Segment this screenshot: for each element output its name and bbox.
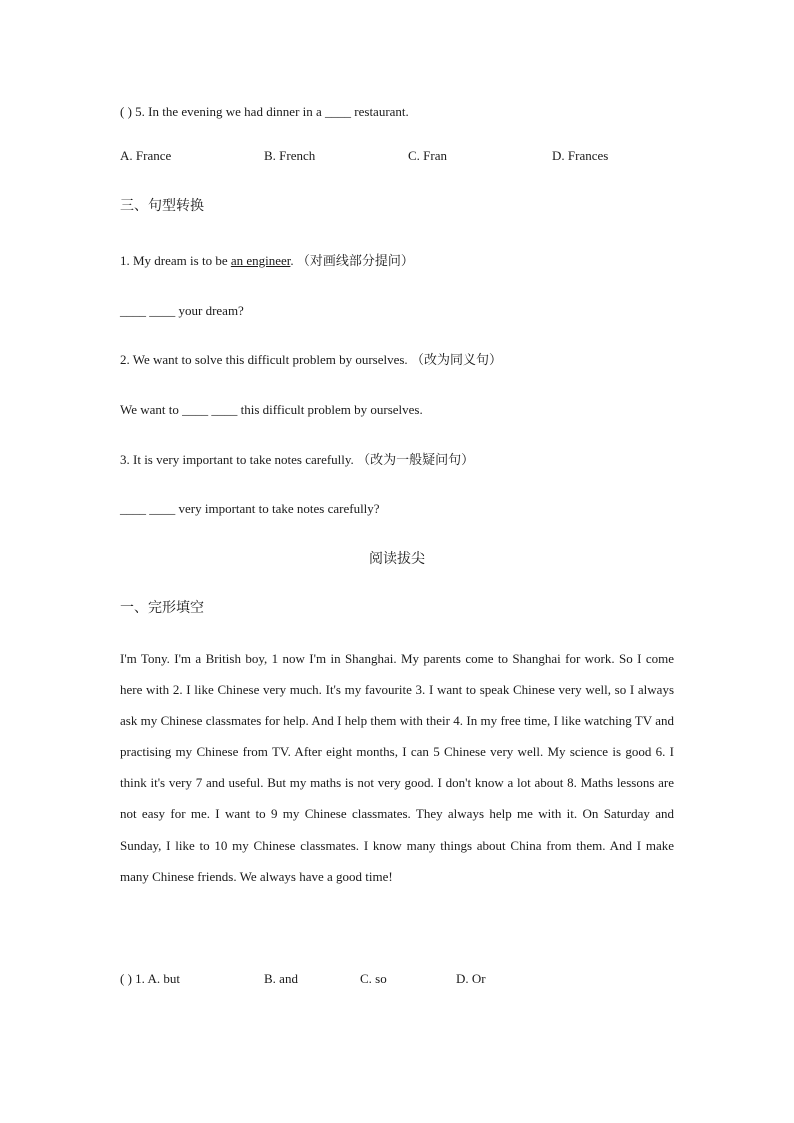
q5-option-b: B. French bbox=[264, 148, 316, 163]
transform-item-2 bbox=[120, 351, 502, 370]
item-2-sentence: 2. We want to solve this difficult problem by ourselves. bbox=[120, 352, 411, 367]
section-3-title: 三、句型转换 bbox=[120, 198, 204, 214]
item-2-instruction: （改为同义句） bbox=[410, 353, 502, 368]
item-1-prefix: 1. My dream is to be bbox=[120, 253, 231, 268]
item-1-answer-line: ____ ____ your dream? bbox=[120, 303, 244, 318]
cloze-title: 一、完形填空 bbox=[120, 600, 204, 616]
item-1-suffix: . bbox=[290, 253, 297, 268]
item-1-instruction: （对画线部分提问） bbox=[296, 254, 414, 269]
question-5-stem: ( ) 5. In the evening we had dinner in a ____ restaurant. bbox=[120, 104, 409, 119]
cloze-passage: I'm Tony. I'm a British boy, 1 now I'm in Shanghai. My parents come to Shanghai for work. So I come here with 2. I like Chinese very much. It's my favourite 3. I want to speak Chinese very well, so I always ask my Chinese classmates for help. And I help them with their 4. In my free time, I like watching TV and practising my Chinese from TV. After eight months, I can 5 Chinese very well. My science is good 6. I think it's very 7 and useful. But my maths is not very good. I don't know a lot about 8. Maths lessons are not easy for me. I want to 9 my Chinese classmates. They always help me with it. On Saturday and Sunday, I like to 10 my Chinese classmates. I know many things about China from them. And I make many Chinese friends. We always have a good time! bbox=[120, 651, 674, 884]
cloze-q1-option-b: B. and bbox=[264, 971, 298, 986]
reading-section-title: 阅读拔尖 bbox=[369, 551, 425, 567]
q5-option-a: A. France bbox=[120, 148, 172, 163]
cloze-q1-stem: ( ) 1. A. but bbox=[120, 971, 180, 986]
item-3-instruction: （改为一般疑问句） bbox=[357, 453, 475, 468]
transform-item-3 bbox=[120, 451, 474, 470]
q5-option-c: C. Fran bbox=[408, 148, 447, 163]
item-3-sentence: 3. It is very important to take notes carefully. bbox=[120, 452, 358, 467]
q5-option-d: D. Frances bbox=[552, 148, 609, 163]
item-3-answer-line: ____ ____ very important to take notes carefully? bbox=[120, 501, 380, 516]
cloze-q1-option-c: C. so bbox=[360, 971, 387, 986]
cloze-q1-option-d: D. Or bbox=[456, 971, 486, 986]
item-2-answer-line: We want to ____ ____ this difficult problem by ourselves. bbox=[120, 402, 423, 417]
item-1-underlined-phrase: an engineer bbox=[230, 253, 291, 268]
transform-item-1 bbox=[120, 252, 414, 271]
